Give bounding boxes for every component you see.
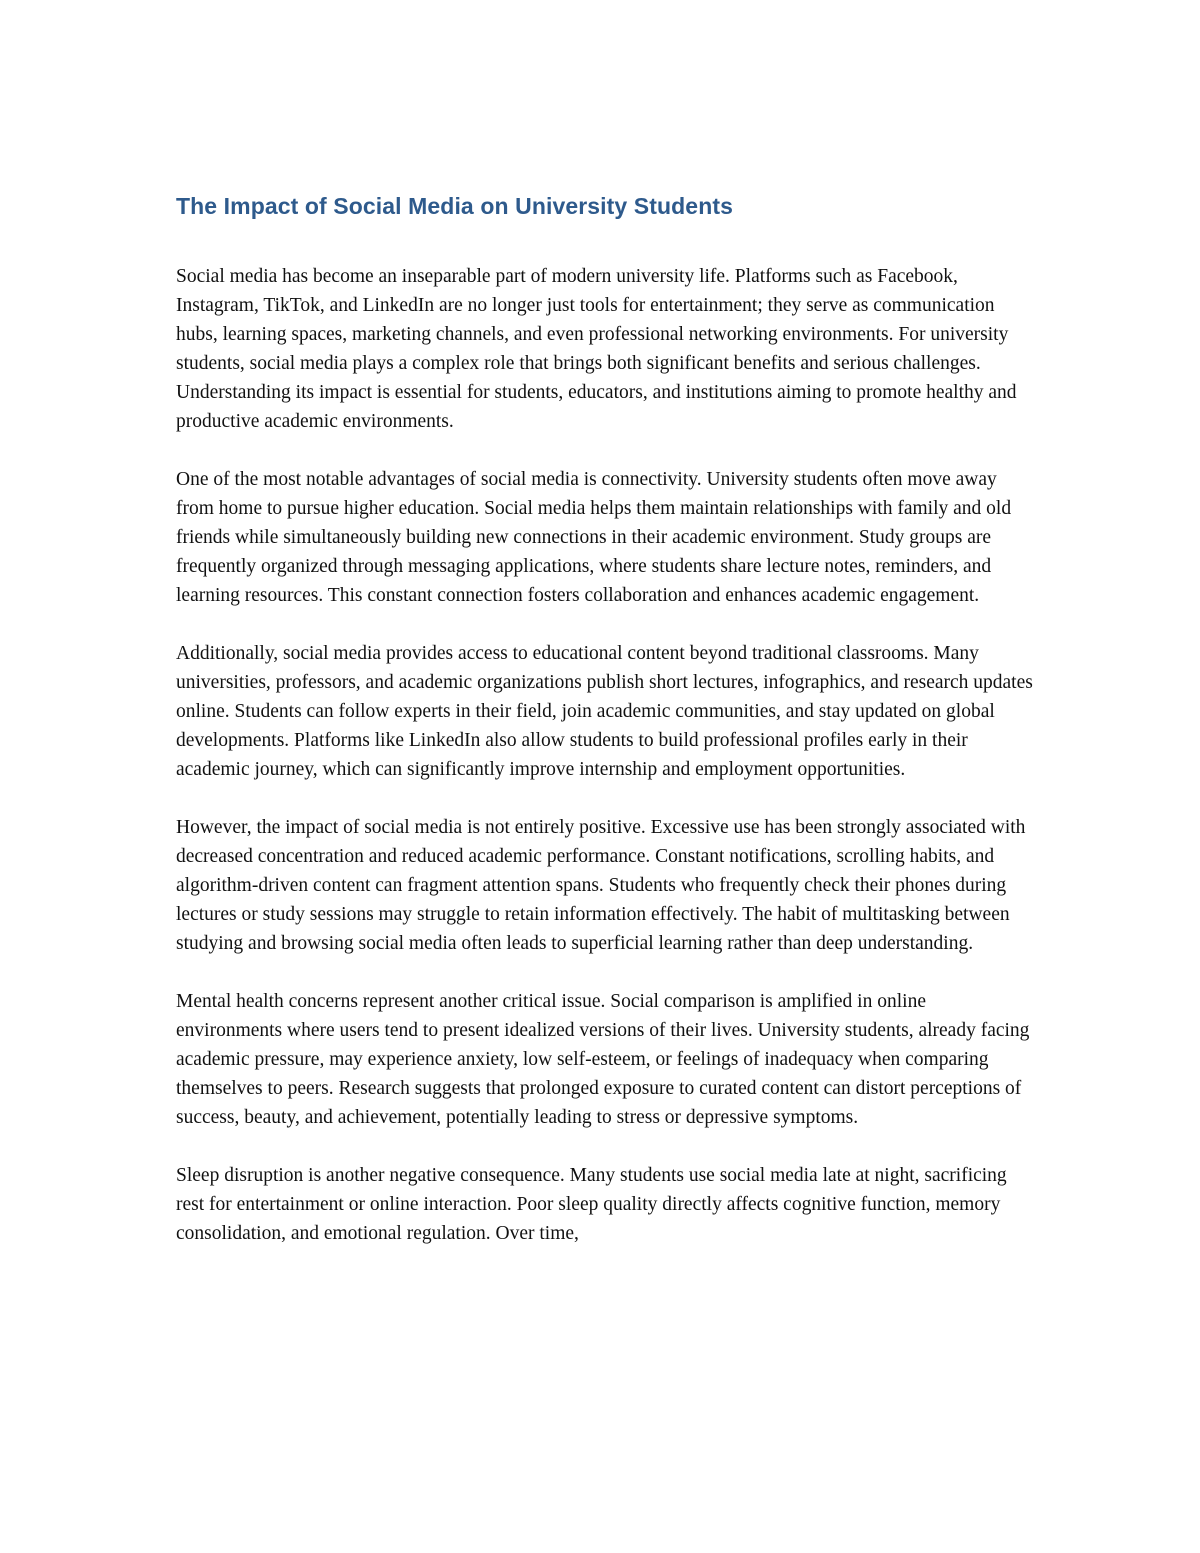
- paragraph-list: [176, 262, 1036, 1248]
- paragraph-sleep: Sleep disruption is another negative consequence. Many students use social media late at night, sacrificing rest for entertainment or online interaction. Poor sleep quality directly affects cognitive function, memory consolidation, and emotional regulation. Over time,: [176, 1165, 1007, 1244]
- paragraph-mental-health: Mental health concerns represent another critical issue. Social comparison is amplified in online environments where users tend to present idealized versions of their lives. University students, already facing academic pressure, may experience anxiety, low self-esteem, or feelings of inadequacy when comparing themselves to peers. Research suggests that prolonged exposure to curated content can distort perceptions of success, beauty, and achievement, potentially leading to stress or depressive symptoms.: [176, 991, 1030, 1128]
- document-title: The Impact of Social Media on University Students: [176, 193, 734, 219]
- paragraph-connectivity: One of the most notable advantages of social media is connectivity. University students often move away from home to pursue higher education. Social media helps them maintain relationships with family and old friends while simultaneously building new connections in their academic environment. Study groups are frequently organized through messaging applications, where students share lecture notes, reminders, and learning resources. This constant connection fosters collaboration and enhances academic engagement.: [176, 469, 1012, 606]
- paragraph-educational-content: Additionally, social media provides access to educational content beyond traditional classrooms. Many universities, professors, and academic organizations publish short lectures, infographics, and research updates online. Students can follow experts in their field, join academic communities, and stay updated on global developments. Platforms like LinkedIn also allow students to build professional profiles early in their academic journey, which can significantly improve internship and employment opportunities.: [176, 643, 1033, 780]
- paragraph-concentration: However, the impact of social media is not entirely positive. Excessive use has been strongly associated with decreased concentration and reduced academic performance. Constant notifications, scrolling habits, and algorithm-driven content can fragment attention spans. Students who frequently check their phones during lectures or study sessions may struggle to retain information effectively. The habit of multitasking between studying and browsing social media often leads to superficial learning rather than deep understanding.: [176, 817, 1026, 954]
- document-body: [176, 188, 1036, 1277]
- paragraph-intro: Social media has become an inseparable part of modern university life. Platforms such as Facebook, Instagram, TikTok, and LinkedIn are no longer just tools for entertainment; they serve as communication hubs, learning spaces, marketing channels, and even professional networking environments. For university students, social media plays a complex role that brings both significant benefits and serious challenges. Understanding its impact is essential for students, educators, and institutions aiming to promote healthy and productive academic environments.: [176, 266, 1017, 432]
